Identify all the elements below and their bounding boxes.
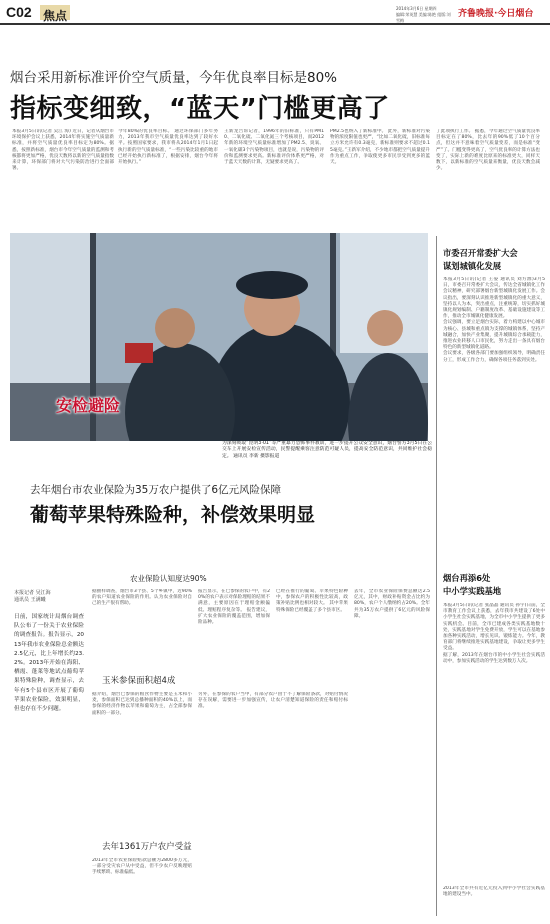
sidebar-body-1 (443, 277, 545, 559)
sidebar-headline-2: 烟台再添6处 中小学实践基地 (443, 573, 502, 596)
lead-kicker: 烟台采用新标准评价空气质量，今年优良率目标是80% (10, 70, 338, 86)
page-header (0, 0, 550, 26)
lead-col-3-text: 王新龙告诉记者，1996年的旧标准，只有PM10、二氧化硫、二氧化氮三个考核项目，而2012年新的环境空气质量标准增加了PM2.5、臭氧、一氧化碳3个污染物项目，也就是说，污染物的评价和监测要求更高。新标准评价体系更严格，对于蓝天天数的计算，无疑要求更高了。 (224, 129, 324, 166)
lead-col-2 (118, 129, 218, 227)
second-intro-text: 日前，国家统计局烟台调查队公布了一份关于农业保险的调查报告。报告显示，2013年我市农业保险总金额达2.5亿元，比上年增长约23.2%。2013年开始在海阳、栖霞、蓬莱等地试点葡萄苹果特殊险种，调查显示，去年有5个县市区开展了葡萄苹果农业保险，效果明显，但也存在不少问题。 (14, 614, 84, 713)
sidebar-headline-1: 市委召开常委扩大会 谋划城镇化发展 (443, 248, 518, 271)
news-photo (10, 233, 428, 441)
section-badge (40, 5, 70, 23)
second-col-e (354, 589, 430, 914)
header-info (396, 6, 454, 24)
sub3-body-text: 2013年全市农业保险赔款总额为2800多万元，一部分受灾农户从中受益，但不少农户反映理赔手续繁琐、标准偏低。 (92, 858, 192, 876)
second-col-b (198, 589, 270, 669)
second-col-c-text: 已经在推行的葡萄、苹果特色险种中，参保农户的积极性比较高，政策补贴比例也相对较大。 其中苹果特殊保险已经覆盖了多个县市区。 (276, 589, 348, 613)
subhead-3: 去年1361万户农户受益 (102, 842, 192, 852)
sub2-body-text: 据介绍，烟台已参保的粮食作物主要是玉米和小麦，参保面积已达到总播种面积的40%以上，而参保的经济作物以苹果和葡萄为主，占全部参保面积的一部分。 (92, 692, 192, 716)
lead-col-1 (12, 129, 114, 227)
second-col-d (198, 692, 348, 822)
second-col-e-text: 去年，全市农业保险保费总额达2.5亿元，其中，财政补贴资金占比约为80%，农户个人缴纳约占20%。全年共为35万农户提供了6亿元的风险保障。 (354, 589, 430, 619)
sidebar-body-1-text: 本报3月5日讯(记者 王晏 通讯员 刘方源)3月5日，市委召开常委扩大会议，传达全省城镇化工作会议精神，研究部署烟台新型城镇化发展工作。会议指出，要深刻认识推进新型城镇化的重大意义，坚持以人为本，突出重点，注重统筹，切实抓好城镇化规划编制、户籍制度改革、基础设施建设等工作，推动全市城镇化健康发展。 会议强调，要立足烟台实际，着力构建以中心城市为核心、县城和重点镇为支撑的城镇体系，坚持产城融合，加快产业集聚，提升城镇综合承载能力，推进农业转移人口市民化，努力走出一条具有烟台特色的新型城镇化道路。 会议要求，各级各部门要加强组织领导，明确责任分工，形成工作合力，确保各项任务落到实处。 (443, 277, 545, 363)
header-date: 2014年3月6日 星期四 (396, 6, 437, 11)
sidebar-body-2 (443, 603, 545, 883)
second-headline: 葡萄苹果特殊险种，补偿效果明显 (30, 504, 316, 526)
second-byline: 本报记者 吴江海 通讯员 王满曦 (14, 590, 51, 603)
lead-col-3 (224, 129, 324, 227)
lead-col-1-text: 本报3月5日讯(记者 吴江 海) 近日，记者从烟台市环境保护会议上获悉，2014年将实施空气质量新标准，并将空气质量优良率目标定为80%。据悉，按照新标准，烟台市今年空气质量的监测和考核都将更加严格，优良天数将以新的空气质量指数来计算，环保部门将对大气污染防治进行全面部署。 (12, 129, 114, 172)
lead-col-4-text: PM2.5也纳入了新标准中。 此外，新标准对污染物的浓度限值也更严，“比如二氧化硫，旧标准每立方米允许有0.3毫克，新标准则要求不超过0.15毫克。”王新军介绍，不少地市都把空气质量提升作为重点工作，争取使更多市民享受到更多的蓝天。 (330, 129, 430, 166)
second-kicker: 去年烟台市农业保险为35万农户提供了6亿元风险保障 (30, 484, 282, 496)
sidebar-divider (436, 236, 437, 916)
subhead-1: 农业保险认知度达90% (130, 574, 207, 583)
photo-overlay-title: 安检避险 (56, 396, 121, 415)
masthead: 齐鲁晚报·今日烟台 (458, 9, 534, 19)
lead-headline: 指标变细致，“蓝天”门槛更高了 (10, 94, 390, 124)
lead-col-5-text: 了此项执行工作。 据悉，今年通过空气质量优良率目标定在了80%，比去年的90%低了10个百分点，但这并不意味着空气质量变差，而是标准“变严”了。门槛变得更高了，空气优良率的计算方法也变了，实际上新的难度比原来的标准更大，同样天数下，以新标准的空气质量来衡量，优良天数会减少。 (436, 129, 540, 172)
second-col-d-text: 另外，在参保的农户当中，有部分农户由于不了解保险条款，对赔付情况存在误解，需要进一步加强宣传，让农户清楚知道保险的责任和赔付标准。 (198, 692, 348, 710)
photo-caption (222, 441, 432, 479)
second-col-c (276, 589, 348, 669)
page-number: C02 (6, 4, 32, 20)
lead-col-2-text: 今年80%的优良率目标。 通过环保部门多年努力，2013年我市空气质量优良率达到了较好水平。按照国家要求，我市将从2014年1月1日起执行新的空气质量标准，“一些污染比较重的地市已经开始执行新标准了，根据安排，烟台今年将开始执行。” (118, 129, 218, 166)
lead-col-4 (330, 129, 430, 227)
photo-caption-text: 为深刻吸取“昆明3·01”等严重暴力恐怖事件教训，进一步提升公众安全意识，烟台警方3月5日在公交车上开展安检宣传活动，民警提醒乘客注意防范可疑人员，提高安全防范意识，共同维护社会稳定。 通讯员 李新 摄影报道 (222, 441, 432, 459)
sub1-body-text: 据抽样调查，烟台市3个县、5个乡镇中，近90%的农户知道农业保险的作用。认为农业保险对自己的生产很有帮助。 (92, 589, 192, 607)
sub1-body (92, 589, 192, 669)
sidebar-body-2-text: 本报3月5日讯(记者 张晶晶 通讯员 孙宇)日前，全市教育工作会议上获悉，去年我市共建设了6处中小学生社会实践基地，为全市中小学生提供了更多实践机会。目前，全市已建成各类实践基地数十处，实践基地对学生免费开放，学生可以在基地参加各种实践活动，增长见识、锻炼能力。今年，教育部门将继续推进实践基地建设，争取让更多学生受益。 据了解，2013年在烟台市的中小学生社会实践活动中，参加实践活动的学生达到数万人次。 (443, 603, 545, 664)
second-col-b-text: 报告显示，在已参保的农户中，有20%的农户表示对保险理赔的结果不满意，主要原因在于理赔金额偏低、理赔程序复杂等。 报告建议，扩大农业保险的覆盖范围，增加保险品种。 (198, 589, 270, 626)
subhead-2: 玉米参保面积超4成 (102, 676, 176, 686)
second-intro (14, 613, 84, 909)
sidebar-body-2-tail (443, 886, 545, 912)
sidebar-body-2-tail-text: 2013年全市共有近亿元投入到中小学社会实践基地的建设当中。 (443, 886, 545, 898)
header-editors: 编辑:荣英慧 美编:陈艳 组版:刘雪梅 (396, 12, 451, 23)
section-name: 焦点 (43, 9, 68, 23)
lead-col-5 (436, 129, 540, 227)
header-rule (0, 23, 550, 25)
sub2-body (92, 692, 192, 822)
sub3-body (92, 858, 192, 914)
